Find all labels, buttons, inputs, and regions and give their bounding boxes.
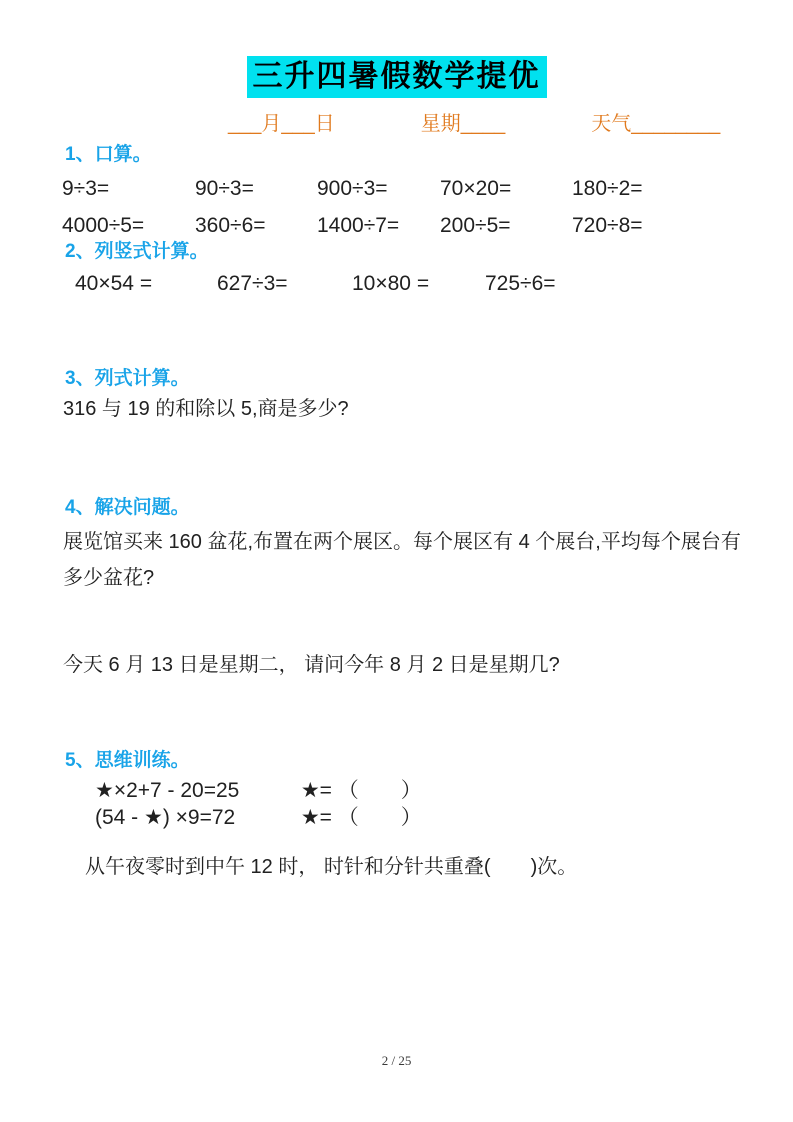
equation-expression: ★×2+7 - 20=25	[95, 779, 240, 802]
math-problem: 900÷3=	[317, 177, 388, 200]
date-weather-blank: 天气________	[591, 113, 721, 135]
page-number-current: 2	[381, 1053, 389, 1068]
equation-answer-blank: ★= （ ）	[300, 806, 422, 829]
clock-overlap-question: 从午夜零时到中午 12 时， 时针和分针共重叠( )次。	[85, 856, 578, 878]
section-2-heading: 2、列竖式计算。	[65, 241, 209, 262]
oral-problems-row-1	[62, 176, 643, 202]
math-problem: 1400÷7=	[317, 214, 400, 237]
word-problem-weekday: 今天 6 月 13 日是星期二， 请问今年 8 月 2 日是星期几?	[63, 654, 560, 676]
section-5-heading: 5、思维训练。	[65, 750, 190, 771]
math-problem: 10×80 =	[352, 272, 430, 295]
star-equation-1	[95, 777, 422, 804]
math-problem: 9÷3=	[62, 177, 110, 200]
math-problem: 70×20=	[440, 177, 512, 200]
date-line	[228, 112, 720, 136]
vertical-problems-row	[75, 271, 556, 297]
math-problem: 200÷5=	[440, 214, 511, 237]
page-number-separator: /	[391, 1053, 396, 1068]
equation-answer-blank: ★= （ ）	[300, 779, 422, 802]
date-week-blank: 星期____	[420, 113, 506, 135]
page-title: 三升四暑假数学提优	[247, 56, 547, 98]
math-problem: 4000÷5=	[62, 214, 145, 237]
word-problem-flowers: 展览馆买来 160 盆花,布置在两个展区。每个展区有 4 个展台,平均每个展台有多少盆花?	[63, 531, 741, 589]
expression-question: 316 与 19 的和除以 5,商是多少?	[63, 398, 349, 420]
math-problem: 720÷8=	[572, 214, 643, 237]
star-equation-2	[95, 804, 422, 831]
date-month-day-blank: ___月___日	[228, 113, 335, 135]
oral-problems-row-2	[62, 213, 643, 239]
page-number	[0, 1053, 793, 1069]
math-problem: 90÷3=	[195, 177, 254, 200]
math-problem: 725÷6=	[485, 272, 556, 295]
section-3-heading: 3、列式计算。	[65, 368, 190, 389]
page-number-total: 25	[398, 1053, 412, 1068]
section-1-heading: 1、口算。	[65, 144, 152, 165]
equation-expression: (54 - ★) ×9=72	[95, 806, 236, 829]
math-problem: 627÷3=	[217, 272, 288, 295]
title-row	[0, 56, 793, 98]
math-problem: 40×54 =	[75, 272, 153, 295]
section-4-heading: 4、解决问题。	[65, 497, 190, 518]
math-problem: 360÷6=	[195, 214, 266, 237]
math-problem: 180÷2=	[572, 177, 643, 200]
